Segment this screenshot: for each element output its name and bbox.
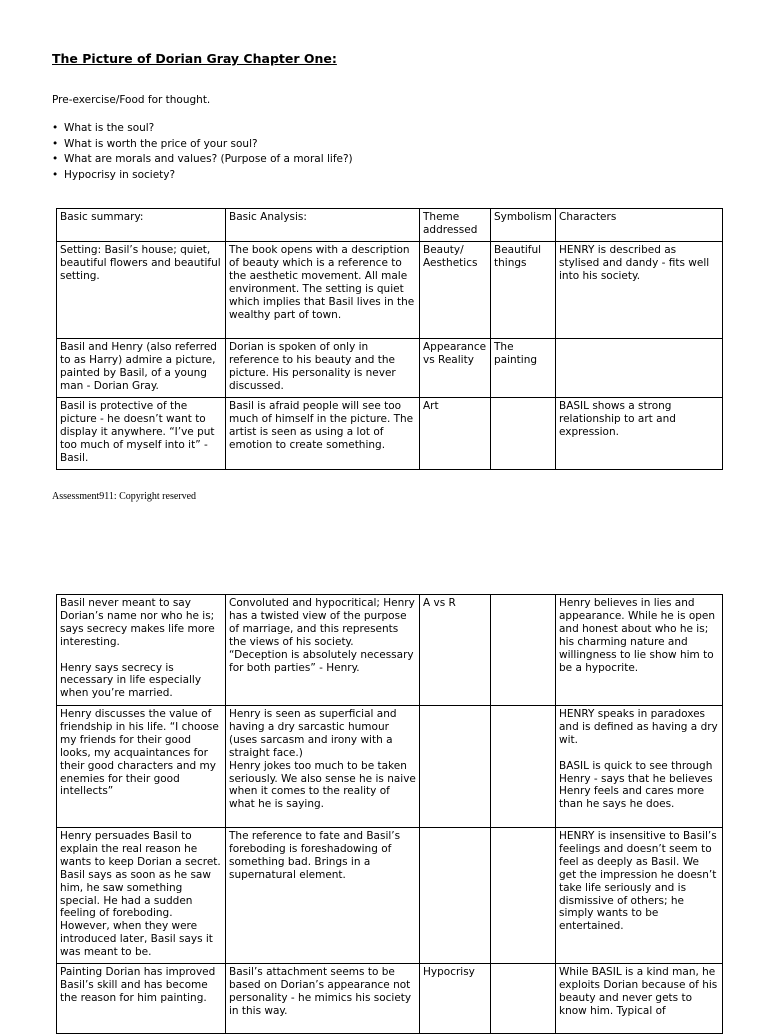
table-cell bbox=[491, 964, 556, 1034]
bullet-icon: • bbox=[52, 137, 59, 150]
table-cell bbox=[491, 595, 556, 706]
header-cell: Symbolism bbox=[491, 209, 556, 242]
table-cell: Setting: Basil’s house; quiet, beautiful flowers and beautiful setting. bbox=[57, 242, 226, 339]
table-cell: Basil is protective of the picture - he doesn’t want to display it anywhere. “I’ve put too much of myself into it” - Basil. bbox=[57, 398, 226, 470]
table-cell: The painting bbox=[491, 339, 556, 398]
table-cell: Dorian is spoken of only in reference to his beauty and the picture. His personality is never discussed. bbox=[226, 339, 420, 398]
table-row bbox=[57, 242, 723, 339]
table-row bbox=[57, 339, 723, 398]
document-title: The Picture of Dorian Gray Chapter One: bbox=[52, 51, 337, 66]
question-item: • Hypocrisy in society? bbox=[52, 168, 353, 184]
table-cell: While BASIL is a kind man, he exploits Dorian because of his beauty and never gets to know him. Typical of bbox=[556, 964, 723, 1034]
table-cell bbox=[420, 706, 491, 828]
table-cell: Basil’s attachment seems to be based on Dorian’s appearance not personality - he mimics his society in this way. bbox=[226, 964, 420, 1034]
question-item: • What is worth the price of your soul? bbox=[52, 137, 353, 153]
table-cell bbox=[491, 398, 556, 470]
table-cell: Art bbox=[420, 398, 491, 470]
copyright-footer: Assessment911: Copyright reserved bbox=[52, 491, 197, 502]
table-cell: Hypocrisy bbox=[420, 964, 491, 1034]
bullet-icon: • bbox=[52, 168, 59, 181]
header-cell: Basic Analysis: bbox=[226, 209, 420, 242]
table-cell: Henry persuades Basil to explain the real reason he wants to keep Dorian a secret. Basil says as soon as he saw him, he saw something special. He had a sudden feeling of foreboding. However, when they were introduced later, Basil says it was meant to be. bbox=[57, 828, 226, 964]
question-item: • What is the soul? bbox=[52, 121, 353, 137]
table-cell bbox=[491, 706, 556, 828]
table-cell: Henry is seen as superficial and having a dry sarcastic humour (uses sarcasm and irony with a straight face.) Henry jokes too much to be taken seriously. We also sense he is naive when it comes to the reality of what he is saying. bbox=[226, 706, 420, 828]
analysis-table-1 bbox=[56, 208, 723, 470]
table-cell: Henry discusses the value of friendship in his life. “I choose my friends for their good looks, my acquaintances for their good characters and my enemies for their good intellects” bbox=[57, 706, 226, 828]
analysis-table-2 bbox=[56, 594, 723, 1034]
table-cell: Basil and Henry (also referred to as Harry) admire a picture, painted by Basil, of a young man - Dorian Gray. bbox=[57, 339, 226, 398]
table-header-row bbox=[57, 209, 723, 242]
header-cell: Theme addressed bbox=[420, 209, 491, 242]
table-cell: Basil is afraid people will see too much of himself in the picture. The artist is seen as using a lot of emotion to create something. bbox=[226, 398, 420, 470]
table-cell: Beautiful things bbox=[491, 242, 556, 339]
header-cell: Characters bbox=[556, 209, 723, 242]
question-list bbox=[52, 121, 353, 183]
table-cell: HENRY speaks in paradoxes and is defined as having a dry wit. BASIL is quick to see through Henry - says that he believes Henry feels and cares more than he says he does. bbox=[556, 706, 723, 828]
table-row bbox=[57, 706, 723, 828]
table-cell: Convoluted and hypocritical; Henry has a twisted view of the purpose of marriage, and this represents the views of his society. “Deception is absolutely necessary for both parties” - Henry. bbox=[226, 595, 420, 706]
table-cell: Painting Dorian has improved Basil’s skill and has become the reason for him painting. bbox=[57, 964, 226, 1034]
table-row bbox=[57, 398, 723, 470]
bullet-icon: • bbox=[52, 153, 59, 165]
table-cell bbox=[420, 828, 491, 964]
intro-text: Pre-exercise/Food for thought. bbox=[52, 94, 211, 106]
table-row bbox=[57, 595, 723, 706]
table-cell: The reference to fate and Basil’s foreboding is foreshadowing of something bad. Brings in a supernatural element. bbox=[226, 828, 420, 964]
table-cell bbox=[556, 339, 723, 398]
table-row bbox=[57, 964, 723, 1034]
bullet-icon: • bbox=[52, 122, 59, 134]
table-cell bbox=[491, 828, 556, 964]
table-cell: Henry believes in lies and appearance. While he is open and honest about who he is; his charming nature and willingness to lie show him to be a hypocrite. bbox=[556, 595, 723, 706]
table-cell: Appearance vs Reality bbox=[420, 339, 491, 398]
table-cell: A vs R bbox=[420, 595, 491, 706]
table-row bbox=[57, 828, 723, 964]
table-cell: Basil never meant to say Dorian’s name nor who he is; says secrecy makes life more interesting. Henry says secrecy is necessary in life especially when you’re married. bbox=[57, 595, 226, 706]
header-cell: Basic summary: bbox=[57, 209, 226, 242]
table-cell: HENRY is described as stylised and dandy - fits well into his society. bbox=[556, 242, 723, 339]
table-cell: The book opens with a description of beauty which is a reference to the aesthetic movement. All male environment. The setting is quiet which implies that Basil lives in the wealthy part of town. bbox=[226, 242, 420, 339]
table-cell: BASIL shows a strong relationship to art and expression. bbox=[556, 398, 723, 470]
table-cell: Beauty/ Aesthetics bbox=[420, 242, 491, 339]
question-item: • What are morals and values? (Purpose of a moral life?) bbox=[52, 152, 353, 168]
table-cell: HENRY is insensitive to Basil’s feelings and doesn’t seem to feel as deeply as Basil. We get the impression he doesn’t take life seriously and is dismissive of others; he simply wants to be entertained. bbox=[556, 828, 723, 964]
